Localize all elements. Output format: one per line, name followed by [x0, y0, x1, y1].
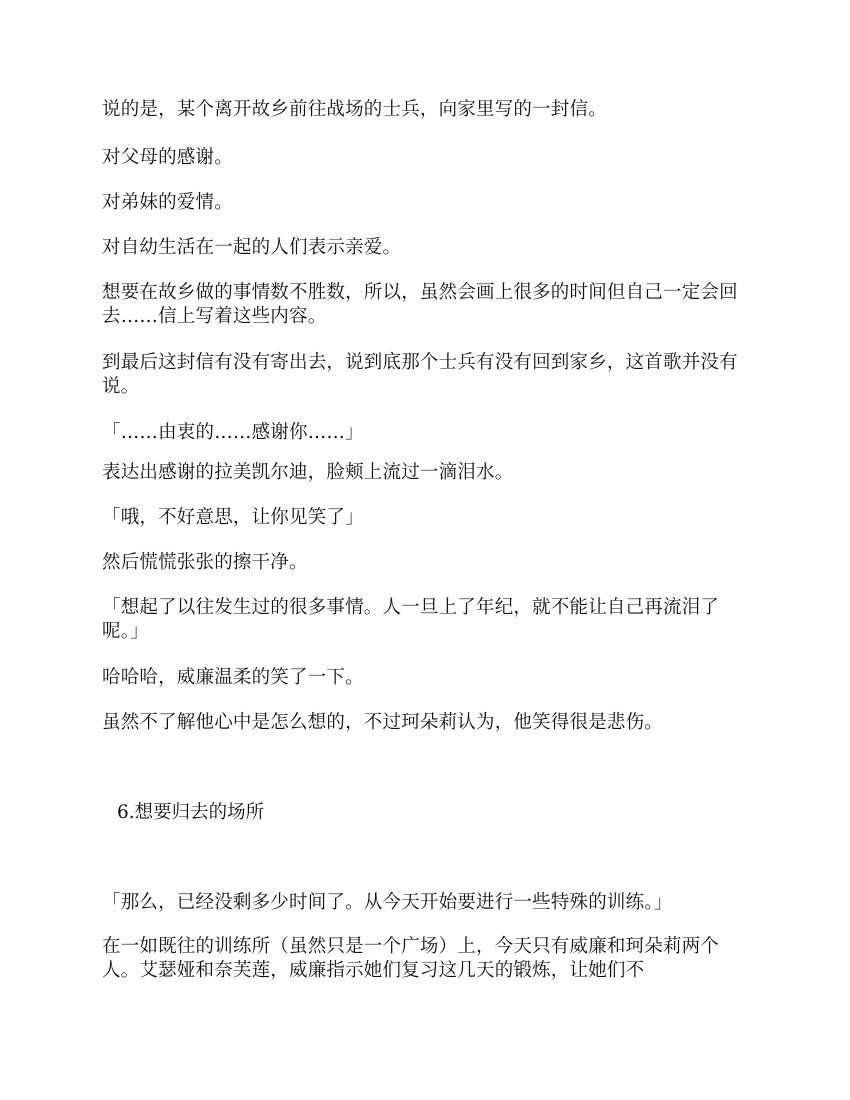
- paragraph: 虽然不了解他心中是怎么想的，不过珂朵莉认为，他笑得很是悲伤。: [102, 712, 664, 733]
- paragraph: 说的是，某个离开故乡前往战场的士兵，向家里写的一封信。: [102, 99, 607, 120]
- paragraph: 然后慌慌张张的擦干净。: [102, 552, 308, 573]
- paragraph: 想要在故乡做的事情数不胜数，所以，虽然会画上很多的时间但自己一定会回去……信上写着这些内容。: [102, 282, 738, 327]
- paragraph: 「那么，已经没剩多少时间了。从今天开始要进行一些特殊的训练。」: [102, 892, 673, 913]
- paragraph: 表达出感谢的拉美凯尔迪，脸颊上流过一滴泪水。: [102, 462, 514, 483]
- section-heading: 6.想要归去的场所: [117, 802, 265, 823]
- paragraph: 对弟妹的爱情。: [102, 192, 233, 213]
- paragraph: 「想起了以往发生过的很多事情。人一旦上了年纪，就不能让自己再流泪了呢。」: [102, 597, 720, 642]
- paragraph: 「……由衷的……感谢你……」: [102, 422, 364, 443]
- paragraph: 哈哈哈，威廉温柔的笑了一下。: [102, 667, 364, 688]
- paragraph: 到最后这封信有没有寄出去，说到底那个士兵有没有回到家乡，这首歌并没有说。: [102, 352, 738, 397]
- paragraph: 对父母的感谢。: [102, 147, 233, 168]
- paragraph: 「哦，不好意思，让你见笑了」: [102, 507, 364, 528]
- paragraph: 在一如既往的训练所（虽然只是一个广场）上，今天只有威廉和珂朵莉两个人。艾瑟娅和奈芙莲，威廉指示她们复习这几天的锻炼，让她们不: [102, 936, 720, 981]
- paragraph: 对自幼生活在一起的人们表示亲爱。: [102, 237, 402, 258]
